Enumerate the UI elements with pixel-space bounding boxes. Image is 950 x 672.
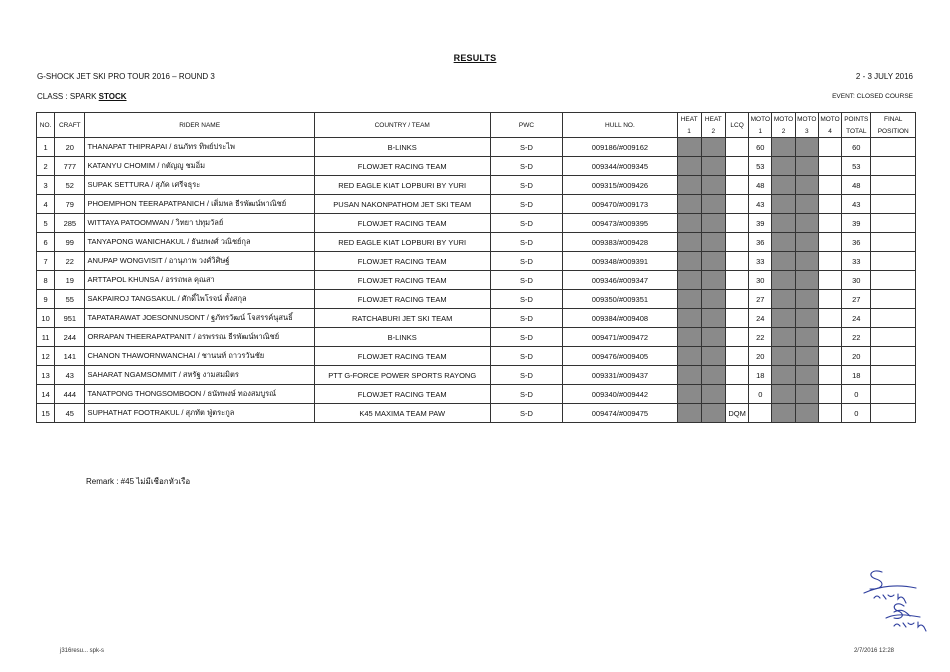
cell-no: 7 bbox=[37, 252, 55, 271]
cell-no: 13 bbox=[37, 366, 55, 385]
results-table bbox=[36, 112, 916, 423]
cell-lcq bbox=[725, 366, 748, 385]
cell-craft: 777 bbox=[55, 157, 85, 176]
class-name: STOCK bbox=[98, 92, 127, 101]
cell-final-position bbox=[871, 328, 916, 347]
col-country: COUNTRY / TEAM bbox=[314, 113, 490, 138]
cell-country-team: PUSAN NAKONPATHOM JET SKI TEAM bbox=[314, 195, 490, 214]
cell-moto3 bbox=[795, 347, 818, 366]
table-row bbox=[37, 290, 916, 309]
col-no: NO. bbox=[37, 113, 55, 138]
cell-lcq: DQM bbox=[725, 404, 748, 423]
cell-moto4 bbox=[818, 290, 841, 309]
table-row bbox=[37, 195, 916, 214]
cell-pwc: S-D bbox=[490, 347, 563, 366]
cell-moto1: 0 bbox=[749, 385, 772, 404]
cell-moto1: 36 bbox=[749, 233, 772, 252]
cell-rider-name: TANYAPONG WANICHAKUL / ธันยพงศ์ วณิชย์กุล bbox=[85, 233, 314, 252]
cell-moto1: 22 bbox=[749, 328, 772, 347]
cell-hull-no: 009348/#009391 bbox=[563, 252, 677, 271]
cell-hull-no: 009471/#009472 bbox=[563, 328, 677, 347]
cell-points-total: 48 bbox=[842, 176, 871, 195]
cell-moto1: 18 bbox=[749, 366, 772, 385]
cell-heat2 bbox=[701, 195, 725, 214]
cell-rider-name: TANATPONG THONGSOMBOON / ธนัทพงษ์ ทองสมบูรณ์ bbox=[85, 385, 314, 404]
cell-moto3 bbox=[795, 214, 818, 233]
cell-final-position bbox=[871, 252, 916, 271]
cell-points-total: 33 bbox=[842, 252, 871, 271]
cell-lcq bbox=[725, 271, 748, 290]
cell-rider-name: ARTTAPOL KHUNSA / อรรถพล คุณสา bbox=[85, 271, 314, 290]
col-final: FINAL bbox=[871, 113, 916, 126]
cell-hull-no: 009350/#009351 bbox=[563, 290, 677, 309]
cell-moto3 bbox=[795, 233, 818, 252]
cell-rider-name: ORRAPAN THEERAPATPANIT / อรพรรณ ธีรพัฒน์พาณิชย์ bbox=[85, 328, 314, 347]
class-line bbox=[37, 92, 127, 101]
cell-moto2 bbox=[772, 195, 795, 214]
cell-moto4 bbox=[818, 328, 841, 347]
cell-moto1: 60 bbox=[749, 138, 772, 157]
cell-moto3 bbox=[795, 271, 818, 290]
cell-hull-no: 009346/#009347 bbox=[563, 271, 677, 290]
cell-heat1 bbox=[677, 385, 701, 404]
cell-moto4 bbox=[818, 271, 841, 290]
cell-moto4 bbox=[818, 214, 841, 233]
cell-moto4 bbox=[818, 176, 841, 195]
cell-country-team: FLOWJET RACING TEAM bbox=[314, 214, 490, 233]
col-points-total: TOTAL bbox=[842, 125, 871, 138]
col-lcq: LCQ bbox=[725, 113, 748, 138]
cell-craft: 141 bbox=[55, 347, 85, 366]
table-row bbox=[37, 176, 916, 195]
cell-final-position bbox=[871, 157, 916, 176]
cell-final-position bbox=[871, 347, 916, 366]
cell-no: 10 bbox=[37, 309, 55, 328]
footer-print-date: 2/7/2016 12:28 bbox=[853, 648, 894, 654]
cell-no: 3 bbox=[37, 176, 55, 195]
cell-moto3 bbox=[795, 157, 818, 176]
cell-heat2 bbox=[701, 366, 725, 385]
page-title: RESULTS bbox=[453, 53, 497, 63]
cell-moto1: 27 bbox=[749, 290, 772, 309]
cell-craft: 45 bbox=[55, 404, 85, 423]
cell-heat2 bbox=[701, 271, 725, 290]
cell-heat1 bbox=[677, 157, 701, 176]
cell-no: 9 bbox=[37, 290, 55, 309]
cell-craft: 951 bbox=[55, 309, 85, 328]
cell-points-total: 0 bbox=[842, 404, 871, 423]
cell-hull-no: 009476/#009405 bbox=[563, 347, 677, 366]
cell-no: 12 bbox=[37, 347, 55, 366]
cell-no: 5 bbox=[37, 214, 55, 233]
cell-moto1: 30 bbox=[749, 271, 772, 290]
cell-moto2 bbox=[772, 214, 795, 233]
cell-final-position bbox=[871, 366, 916, 385]
cell-no: 8 bbox=[37, 271, 55, 290]
cell-moto2 bbox=[772, 271, 795, 290]
event-date: 2 - 3 JULY 2016 bbox=[855, 72, 913, 81]
cell-points-total: 60 bbox=[842, 138, 871, 157]
cell-heat1 bbox=[677, 252, 701, 271]
cell-heat1 bbox=[677, 195, 701, 214]
table-row bbox=[37, 233, 916, 252]
cell-heat2 bbox=[701, 290, 725, 309]
cell-hull-no: 009470/#009173 bbox=[563, 195, 677, 214]
cell-points-total: 27 bbox=[842, 290, 871, 309]
cell-moto4 bbox=[818, 195, 841, 214]
cell-moto3 bbox=[795, 328, 818, 347]
cell-pwc: S-D bbox=[490, 195, 563, 214]
cell-lcq bbox=[725, 195, 748, 214]
cell-hull-no: 009315/#009426 bbox=[563, 176, 677, 195]
cell-moto2 bbox=[772, 252, 795, 271]
cell-heat2 bbox=[701, 328, 725, 347]
cell-moto1: 48 bbox=[749, 176, 772, 195]
cell-rider-name: SAKPAIROJ TANGSAKUL / ศักดิ์ไพโรจน์ ตั้งสกุล bbox=[85, 290, 314, 309]
cell-moto1: 39 bbox=[749, 214, 772, 233]
cell-country-team: PTT G-FORCE POWER SPORTS RAYONG bbox=[314, 366, 490, 385]
handwritten-signature bbox=[850, 568, 940, 636]
remark: Remark : #45 ไม่มีเชือกหัวเรือ bbox=[86, 477, 191, 486]
cell-hull-no: 009474/#009475 bbox=[563, 404, 677, 423]
cell-points-total: 30 bbox=[842, 271, 871, 290]
cell-rider-name: WITTAYA PATOOMWAN / วิทยา ปทุมวัลย์ bbox=[85, 214, 314, 233]
cell-heat1 bbox=[677, 214, 701, 233]
table-row bbox=[37, 347, 916, 366]
cell-craft: 20 bbox=[55, 138, 85, 157]
cell-heat1 bbox=[677, 347, 701, 366]
cell-rider-name: SUPHATHAT FOOTRAKUL / สุภทัต ฟู่ตระกูล bbox=[85, 404, 314, 423]
cell-heat2 bbox=[701, 233, 725, 252]
table-row bbox=[37, 404, 916, 423]
class-prefix: CLASS : SPARK bbox=[37, 92, 97, 101]
table-row bbox=[37, 366, 916, 385]
cell-moto4 bbox=[818, 347, 841, 366]
cell-moto3 bbox=[795, 195, 818, 214]
cell-moto4 bbox=[818, 309, 841, 328]
cell-moto2 bbox=[772, 366, 795, 385]
cell-heat1 bbox=[677, 366, 701, 385]
cell-country-team: B-LINKS bbox=[314, 138, 490, 157]
cell-final-position bbox=[871, 138, 916, 157]
cell-pwc: S-D bbox=[490, 404, 563, 423]
cell-moto3 bbox=[795, 290, 818, 309]
cell-points-total: 39 bbox=[842, 214, 871, 233]
cell-heat2 bbox=[701, 157, 725, 176]
cell-rider-name: SAHARAT NGAMSOMMIT / สหรัฐ งามสมมิตร bbox=[85, 366, 314, 385]
col-moto2: MOTO bbox=[772, 113, 795, 126]
cell-no: 15 bbox=[37, 404, 55, 423]
cell-craft: 444 bbox=[55, 385, 85, 404]
event-name: G-SHOCK JET SKI PRO TOUR 2016 – ROUND 3 bbox=[37, 72, 215, 81]
cell-moto3 bbox=[795, 404, 818, 423]
cell-moto4 bbox=[818, 366, 841, 385]
cell-final-position bbox=[871, 233, 916, 252]
col-moto1: MOTO bbox=[749, 113, 772, 126]
cell-rider-name: SUPAK SETTURA / สุภัค เศรีจธุระ bbox=[85, 176, 314, 195]
cell-final-position bbox=[871, 385, 916, 404]
col-heat2-num: 2 bbox=[701, 125, 725, 138]
cell-hull-no: 009473/#009395 bbox=[563, 214, 677, 233]
cell-moto3 bbox=[795, 366, 818, 385]
col-moto3: MOTO bbox=[795, 113, 818, 126]
cell-lcq bbox=[725, 176, 748, 195]
cell-heat1 bbox=[677, 290, 701, 309]
cell-no: 2 bbox=[37, 157, 55, 176]
cell-moto2 bbox=[772, 290, 795, 309]
cell-moto3 bbox=[795, 252, 818, 271]
cell-lcq bbox=[725, 328, 748, 347]
cell-lcq bbox=[725, 309, 748, 328]
cell-moto4 bbox=[818, 385, 841, 404]
cell-craft: 99 bbox=[55, 233, 85, 252]
cell-heat1 bbox=[677, 404, 701, 423]
cell-points-total: 36 bbox=[842, 233, 871, 252]
cell-points-total: 18 bbox=[842, 366, 871, 385]
table-row bbox=[37, 138, 916, 157]
cell-pwc: S-D bbox=[490, 214, 563, 233]
col-heat2: HEAT bbox=[701, 113, 725, 126]
cell-heat2 bbox=[701, 138, 725, 157]
col-moto4-num: 4 bbox=[818, 125, 841, 138]
cell-heat2 bbox=[701, 176, 725, 195]
cell-points-total: 20 bbox=[842, 347, 871, 366]
cell-heat1 bbox=[677, 271, 701, 290]
cell-points-total: 0 bbox=[842, 385, 871, 404]
cell-moto2 bbox=[772, 138, 795, 157]
col-moto3-num: 3 bbox=[795, 125, 818, 138]
cell-moto3 bbox=[795, 138, 818, 157]
cell-moto2 bbox=[772, 176, 795, 195]
table-row bbox=[37, 271, 916, 290]
cell-heat1 bbox=[677, 176, 701, 195]
cell-moto2 bbox=[772, 347, 795, 366]
cell-country-team: B-LINKS bbox=[314, 328, 490, 347]
col-craft: CRAFT bbox=[55, 113, 85, 138]
cell-moto1: 33 bbox=[749, 252, 772, 271]
col-rider: RIDER NAME bbox=[85, 113, 314, 138]
event-note: EVENT: CLOSED COURSE bbox=[832, 93, 913, 100]
cell-country-team: FLOWJET RACING TEAM bbox=[314, 271, 490, 290]
cell-moto2 bbox=[772, 328, 795, 347]
cell-heat2 bbox=[701, 347, 725, 366]
cell-moto2 bbox=[772, 233, 795, 252]
cell-moto4 bbox=[818, 233, 841, 252]
cell-heat2 bbox=[701, 385, 725, 404]
cell-points-total: 53 bbox=[842, 157, 871, 176]
cell-country-team: FLOWJET RACING TEAM bbox=[314, 157, 490, 176]
cell-rider-name: ANUPAP WONGVISIT / อานุภาพ วงศ์วิศิษฐ์ bbox=[85, 252, 314, 271]
cell-moto1: 53 bbox=[749, 157, 772, 176]
cell-heat2 bbox=[701, 214, 725, 233]
cell-no: 11 bbox=[37, 328, 55, 347]
cell-moto1: 20 bbox=[749, 347, 772, 366]
cell-country-team: FLOWJET RACING TEAM bbox=[314, 347, 490, 366]
cell-pwc: S-D bbox=[490, 328, 563, 347]
cell-lcq bbox=[725, 157, 748, 176]
cell-hull-no: 009186/#009162 bbox=[563, 138, 677, 157]
col-final-position: POSITION bbox=[871, 125, 916, 138]
table-header-row bbox=[37, 113, 916, 126]
cell-heat2 bbox=[701, 309, 725, 328]
cell-hull-no: 009344/#009345 bbox=[563, 157, 677, 176]
cell-moto4 bbox=[818, 252, 841, 271]
col-heat1-num: 1 bbox=[677, 125, 701, 138]
cell-craft: 244 bbox=[55, 328, 85, 347]
cell-final-position bbox=[871, 309, 916, 328]
cell-lcq bbox=[725, 138, 748, 157]
col-moto1-num: 1 bbox=[749, 125, 772, 138]
cell-moto3 bbox=[795, 176, 818, 195]
cell-pwc: S-D bbox=[490, 176, 563, 195]
cell-points-total: 24 bbox=[842, 309, 871, 328]
cell-country-team: RED EAGLE KIAT LOPBURI BY YURI bbox=[314, 233, 490, 252]
cell-moto4 bbox=[818, 138, 841, 157]
cell-country-team: FLOWJET RACING TEAM bbox=[314, 290, 490, 309]
cell-final-position bbox=[871, 195, 916, 214]
cell-country-team: FLOWJET RACING TEAM bbox=[314, 385, 490, 404]
cell-moto2 bbox=[772, 385, 795, 404]
cell-lcq bbox=[725, 290, 748, 309]
cell-heat1 bbox=[677, 309, 701, 328]
cell-country-team: RED EAGLE KIAT LOPBURI BY YURI bbox=[314, 176, 490, 195]
cell-moto1 bbox=[749, 404, 772, 423]
cell-pwc: S-D bbox=[490, 385, 563, 404]
cell-no: 4 bbox=[37, 195, 55, 214]
cell-moto3 bbox=[795, 385, 818, 404]
cell-heat1 bbox=[677, 233, 701, 252]
table-row bbox=[37, 328, 916, 347]
cell-moto2 bbox=[772, 404, 795, 423]
cell-rider-name: CHANON THAWORNWANCHAI / ชานนท์ ถาวรวันชัย bbox=[85, 347, 314, 366]
cell-pwc: S-D bbox=[490, 290, 563, 309]
col-hull: HULL NO. bbox=[563, 113, 677, 138]
cell-pwc: S-D bbox=[490, 252, 563, 271]
cell-hull-no: 009340/#009442 bbox=[563, 385, 677, 404]
col-points: POINTS bbox=[842, 113, 871, 126]
col-moto2-num: 2 bbox=[772, 125, 795, 138]
cell-heat1 bbox=[677, 138, 701, 157]
cell-points-total: 43 bbox=[842, 195, 871, 214]
cell-craft: 52 bbox=[55, 176, 85, 195]
cell-moto1: 24 bbox=[749, 309, 772, 328]
table-row bbox=[37, 309, 916, 328]
cell-moto4 bbox=[818, 404, 841, 423]
cell-country-team: RATCHABURI JET SKI TEAM bbox=[314, 309, 490, 328]
cell-final-position bbox=[871, 290, 916, 309]
cell-hull-no: 009384/#009408 bbox=[563, 309, 677, 328]
table-row bbox=[37, 157, 916, 176]
cell-pwc: S-D bbox=[490, 366, 563, 385]
cell-points-total: 22 bbox=[842, 328, 871, 347]
col-pwc: PWC bbox=[490, 113, 563, 138]
col-moto4: MOTO bbox=[818, 113, 841, 126]
cell-country-team: FLOWJET RACING TEAM bbox=[314, 252, 490, 271]
cell-heat2 bbox=[701, 252, 725, 271]
results-body bbox=[37, 138, 916, 423]
cell-lcq bbox=[725, 233, 748, 252]
cell-hull-no: 009383/#009428 bbox=[563, 233, 677, 252]
cell-rider-name: THANAPAT THIPRAPAI / ธนภัทร ทิพย์ประไพ bbox=[85, 138, 314, 157]
cell-pwc: S-D bbox=[490, 271, 563, 290]
cell-lcq bbox=[725, 214, 748, 233]
cell-pwc: S-D bbox=[490, 309, 563, 328]
cell-hull-no: 009331/#009437 bbox=[563, 366, 677, 385]
cell-rider-name: KATANYU CHOMIM / กตัญญู ชมอิ่ม bbox=[85, 157, 314, 176]
cell-no: 6 bbox=[37, 233, 55, 252]
cell-craft: 22 bbox=[55, 252, 85, 271]
cell-final-position bbox=[871, 176, 916, 195]
cell-rider-name: PHOEMPHON TEERAPATPANICH / เติ่มพล ธีรพัฒน์พาณิชย์ bbox=[85, 195, 314, 214]
cell-craft: 19 bbox=[55, 271, 85, 290]
cell-moto1: 43 bbox=[749, 195, 772, 214]
cell-heat1 bbox=[677, 328, 701, 347]
cell-lcq bbox=[725, 385, 748, 404]
cell-final-position bbox=[871, 404, 916, 423]
cell-moto2 bbox=[772, 309, 795, 328]
cell-lcq bbox=[725, 252, 748, 271]
cell-heat2 bbox=[701, 404, 725, 423]
cell-final-position bbox=[871, 214, 916, 233]
col-heat1: HEAT bbox=[677, 113, 701, 126]
cell-no: 1 bbox=[37, 138, 55, 157]
cell-craft: 55 bbox=[55, 290, 85, 309]
cell-craft: 285 bbox=[55, 214, 85, 233]
cell-moto4 bbox=[818, 157, 841, 176]
cell-lcq bbox=[725, 347, 748, 366]
cell-moto2 bbox=[772, 157, 795, 176]
cell-moto3 bbox=[795, 309, 818, 328]
cell-craft: 79 bbox=[55, 195, 85, 214]
footer-file-name: j316resu... spk-s bbox=[60, 648, 105, 654]
cell-pwc: S-D bbox=[490, 138, 563, 157]
cell-country-team: K45 MAXIMA TEAM PAW bbox=[314, 404, 490, 423]
table-row bbox=[37, 385, 916, 404]
cell-no: 14 bbox=[37, 385, 55, 404]
cell-pwc: S-D bbox=[490, 157, 563, 176]
table-row bbox=[37, 214, 916, 233]
cell-rider-name: TAPATARAWAT JOESONNUSONT / ฐภัทรวัฒน์ โจสรรค์นุสนธิ์ bbox=[85, 309, 314, 328]
cell-pwc: S-D bbox=[490, 233, 563, 252]
cell-final-position bbox=[871, 271, 916, 290]
cell-craft: 43 bbox=[55, 366, 85, 385]
table-row bbox=[37, 252, 916, 271]
